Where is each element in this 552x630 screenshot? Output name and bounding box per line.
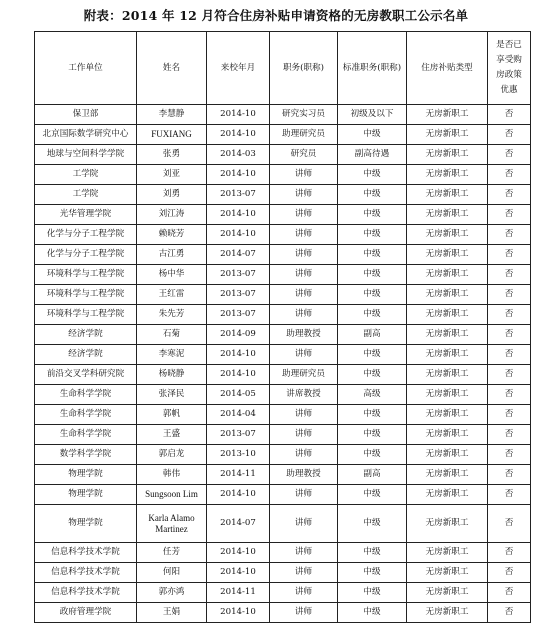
cell-date: 2014-10 xyxy=(207,543,270,563)
cell-standard: 副高待遇 xyxy=(338,145,407,165)
cell-date: 2014-10 xyxy=(207,165,270,185)
cell-name: Sungsoon Lim xyxy=(137,485,207,505)
table-row xyxy=(35,405,531,425)
cell-position: 讲师 xyxy=(270,165,338,185)
cell-name: 张泽民 xyxy=(137,385,207,405)
cell-unit: 环境科学与工程学院 xyxy=(35,285,137,305)
cell-type: 无房新职工 xyxy=(407,603,488,623)
cell-type: 无房新职工 xyxy=(407,185,488,205)
cell-position: 研究实习员 xyxy=(270,105,338,125)
cell-date: 2014-10 xyxy=(207,205,270,225)
cell-standard: 中级 xyxy=(338,505,407,543)
table-row xyxy=(35,305,531,325)
cell-unit: 地球与空间科学学院 xyxy=(35,145,137,165)
cell-position: 助理教授 xyxy=(270,325,338,345)
cell-name: FUXIANG xyxy=(137,125,207,145)
table-row xyxy=(35,465,531,485)
cell-benefit: 否 xyxy=(488,205,531,225)
cell-position: 讲师 xyxy=(270,543,338,563)
cell-benefit: 否 xyxy=(488,583,531,603)
cell-position: 讲师 xyxy=(270,205,338,225)
cell-standard: 中级 xyxy=(338,345,407,365)
cell-type: 无房新职工 xyxy=(407,265,488,285)
cell-benefit: 否 xyxy=(488,485,531,505)
cell-unit: 环境科学与工程学院 xyxy=(35,305,137,325)
cell-benefit: 否 xyxy=(488,125,531,145)
table-row xyxy=(35,325,531,345)
table-row xyxy=(35,345,531,365)
cell-benefit: 否 xyxy=(488,445,531,465)
cell-unit: 政府管理学院 xyxy=(35,603,137,623)
cell-name: 刘亚 xyxy=(137,165,207,185)
cell-date: 2014-11 xyxy=(207,465,270,485)
cell-name: 刘勇 xyxy=(137,185,207,205)
cell-unit: 北京国际数学研究中心 xyxy=(35,125,137,145)
cell-unit: 保卫部 xyxy=(35,105,137,125)
col-header-benefit-line: 是否已 xyxy=(496,40,522,50)
cell-name: 郭帆 xyxy=(137,405,207,425)
cell-benefit: 否 xyxy=(488,185,531,205)
cell-unit: 信息科学技术学院 xyxy=(35,543,137,563)
cell-type: 无房新职工 xyxy=(407,285,488,305)
cell-standard: 中级 xyxy=(338,285,407,305)
col-header-date: 来校年月 xyxy=(207,32,270,105)
cell-date: 2013-07 xyxy=(207,185,270,205)
cell-date: 2013-07 xyxy=(207,305,270,325)
cell-benefit: 否 xyxy=(488,345,531,365)
cell-name: 张勇 xyxy=(137,145,207,165)
cell-type: 无房新职工 xyxy=(407,425,488,445)
cell-date: 2014-05 xyxy=(207,385,270,405)
cell-benefit: 否 xyxy=(488,245,531,265)
cell-unit: 环境科学与工程学院 xyxy=(35,265,137,285)
table-row xyxy=(35,105,531,125)
cell-type: 无房新职工 xyxy=(407,145,488,165)
table-row xyxy=(35,563,531,583)
cell-position: 讲师 xyxy=(270,485,338,505)
cell-date: 2014-10 xyxy=(207,125,270,145)
cell-date: 2014-10 xyxy=(207,345,270,365)
cell-name: 王盛 xyxy=(137,425,207,445)
cell-benefit: 否 xyxy=(488,305,531,325)
cell-benefit: 否 xyxy=(488,165,531,185)
cell-position: 讲师 xyxy=(270,305,338,325)
cell-date: 2014-10 xyxy=(207,603,270,623)
cell-date: 2013-07 xyxy=(207,265,270,285)
cell-type: 无房新职工 xyxy=(407,405,488,425)
cell-name: 朱先芳 xyxy=(137,305,207,325)
cell-standard: 中级 xyxy=(338,245,407,265)
col-header-standard: 标准职务(职称) xyxy=(338,32,407,105)
cell-name: 何阳 xyxy=(137,563,207,583)
cell-unit: 化学与分子工程学院 xyxy=(35,245,137,265)
roster-table xyxy=(34,31,531,623)
col-header-benefit-line: 享受购 xyxy=(496,55,522,65)
cell-type: 无房新职工 xyxy=(407,105,488,125)
cell-position: 助理研究员 xyxy=(270,125,338,145)
cell-date: 2014-07 xyxy=(207,505,270,543)
cell-standard: 初级及以下 xyxy=(338,105,407,125)
cell-position: 助理研究员 xyxy=(270,365,338,385)
cell-unit: 前沿交叉学科研究院 xyxy=(35,365,137,385)
col-header-unit: 工作单位 xyxy=(35,32,137,105)
cell-benefit: 否 xyxy=(488,603,531,623)
cell-date: 2014-09 xyxy=(207,325,270,345)
cell-unit: 物理学院 xyxy=(35,485,137,505)
cell-benefit: 否 xyxy=(488,265,531,285)
col-header-benefit-line: 房政策 xyxy=(496,70,522,80)
cell-date: 2014-04 xyxy=(207,405,270,425)
cell-date: 2013-07 xyxy=(207,285,270,305)
cell-position: 讲师 xyxy=(270,445,338,465)
cell-benefit: 否 xyxy=(488,465,531,485)
cell-standard: 中级 xyxy=(338,305,407,325)
cell-name: 郭亦鸿 xyxy=(137,583,207,603)
cell-benefit: 否 xyxy=(488,365,531,385)
cell-standard: 中级 xyxy=(338,265,407,285)
table-row xyxy=(35,543,531,563)
cell-standard: 中级 xyxy=(338,125,407,145)
table-row xyxy=(35,445,531,465)
cell-unit: 生命科学学院 xyxy=(35,385,137,405)
cell-standard: 高级 xyxy=(338,385,407,405)
cell-standard: 中级 xyxy=(338,445,407,465)
cell-type: 无房新职工 xyxy=(407,563,488,583)
cell-position: 讲师 xyxy=(270,265,338,285)
cell-standard: 中级 xyxy=(338,583,407,603)
table-row xyxy=(35,505,531,543)
cell-benefit: 否 xyxy=(488,225,531,245)
cell-position: 讲师 xyxy=(270,563,338,583)
cell-type: 无房新职工 xyxy=(407,543,488,563)
cell-unit: 物理学院 xyxy=(35,505,137,543)
cell-benefit: 否 xyxy=(488,325,531,345)
cell-date: 2014-10 xyxy=(207,105,270,125)
cell-standard: 副高 xyxy=(338,465,407,485)
cell-position: 讲师 xyxy=(270,405,338,425)
col-header-name: 姓名 xyxy=(137,32,207,105)
cell-name: 任芳 xyxy=(137,543,207,563)
cell-position: 讲师 xyxy=(270,583,338,603)
cell-standard: 中级 xyxy=(338,165,407,185)
cell-standard: 中级 xyxy=(338,205,407,225)
table-row xyxy=(35,185,531,205)
cell-type: 无房新职工 xyxy=(407,225,488,245)
cell-position: 讲师 xyxy=(270,345,338,365)
cell-standard: 中级 xyxy=(338,425,407,445)
cell-benefit: 否 xyxy=(488,543,531,563)
cell-date: 2014-10 xyxy=(207,225,270,245)
cell-position: 研究员 xyxy=(270,145,338,165)
table-row xyxy=(35,365,531,385)
table-row xyxy=(35,285,531,305)
cell-standard: 中级 xyxy=(338,225,407,245)
col-header-type: 住房补贴类型 xyxy=(407,32,488,105)
table-row xyxy=(35,145,531,165)
cell-standard: 中级 xyxy=(338,603,407,623)
cell-benefit: 否 xyxy=(488,505,531,543)
cell-name: 李寒泥 xyxy=(137,345,207,365)
cell-unit: 信息科学技术学院 xyxy=(35,583,137,603)
cell-standard: 中级 xyxy=(338,543,407,563)
cell-position: 讲师 xyxy=(270,225,338,245)
cell-position: 讲师 xyxy=(270,603,338,623)
cell-position: 讲师 xyxy=(270,425,338,445)
cell-name: 韩伟 xyxy=(137,465,207,485)
cell-standard: 中级 xyxy=(338,365,407,385)
cell-type: 无房新职工 xyxy=(407,165,488,185)
header-row xyxy=(35,32,531,105)
cell-type: 无房新职工 xyxy=(407,365,488,385)
cell-unit: 光华管理学院 xyxy=(35,205,137,225)
cell-unit: 数学科学学院 xyxy=(35,445,137,465)
cell-unit: 工学院 xyxy=(35,185,137,205)
cell-unit: 经济学院 xyxy=(35,325,137,345)
cell-unit: 生命科学学院 xyxy=(35,405,137,425)
cell-name: Karla Alamo Martinez xyxy=(137,505,207,543)
cell-position: 讲师 xyxy=(270,245,338,265)
cell-unit: 经济学院 xyxy=(35,345,137,365)
cell-date: 2014-10 xyxy=(207,365,270,385)
table-row xyxy=(35,125,531,145)
cell-benefit: 否 xyxy=(488,145,531,165)
cell-benefit: 否 xyxy=(488,405,531,425)
cell-name: 杨中华 xyxy=(137,265,207,285)
cell-name: 刘江涛 xyxy=(137,205,207,225)
table-row xyxy=(35,485,531,505)
cell-standard: 中级 xyxy=(338,485,407,505)
cell-name: 古江勇 xyxy=(137,245,207,265)
cell-type: 无房新职工 xyxy=(407,583,488,603)
cell-position: 助理教授 xyxy=(270,465,338,485)
cell-date: 2014-07 xyxy=(207,245,270,265)
cell-type: 无房新职工 xyxy=(407,385,488,405)
cell-name: 赖晓芳 xyxy=(137,225,207,245)
cell-name: 李慧静 xyxy=(137,105,207,125)
cell-date: 2014-03 xyxy=(207,145,270,165)
cell-date: 2013-07 xyxy=(207,425,270,445)
table-row xyxy=(35,205,531,225)
cell-standard: 中级 xyxy=(338,185,407,205)
table-row xyxy=(35,265,531,285)
cell-type: 无房新职工 xyxy=(407,485,488,505)
cell-unit: 物理学院 xyxy=(35,465,137,485)
cell-benefit: 否 xyxy=(488,105,531,125)
col-header-benefit xyxy=(488,32,531,105)
col-header-benefit-line: 优惠 xyxy=(500,85,518,95)
cell-type: 无房新职工 xyxy=(407,305,488,325)
col-header-position: 职务(职称) xyxy=(270,32,338,105)
cell-benefit: 否 xyxy=(488,285,531,305)
cell-date: 2014-11 xyxy=(207,583,270,603)
table-row xyxy=(35,603,531,623)
cell-name: 王红雷 xyxy=(137,285,207,305)
cell-position: 讲师 xyxy=(270,285,338,305)
cell-unit: 生命科学学院 xyxy=(35,425,137,445)
cell-standard: 中级 xyxy=(338,405,407,425)
cell-type: 无房新职工 xyxy=(407,505,488,543)
cell-position: 讲师 xyxy=(270,185,338,205)
cell-unit: 工学院 xyxy=(35,165,137,185)
table-row xyxy=(35,165,531,185)
cell-standard: 中级 xyxy=(338,563,407,583)
cell-type: 无房新职工 xyxy=(407,465,488,485)
cell-type: 无房新职工 xyxy=(407,345,488,365)
cell-unit: 化学与分子工程学院 xyxy=(35,225,137,245)
cell-name: 郭启龙 xyxy=(137,445,207,465)
cell-position: 讲席教授 xyxy=(270,385,338,405)
table-row xyxy=(35,225,531,245)
cell-type: 无房新职工 xyxy=(407,125,488,145)
document-title: 附表：2014 年 12 月符合住房补贴申请资格的无房教职工公示名单 xyxy=(83,8,469,23)
cell-type: 无房新职工 xyxy=(407,205,488,225)
cell-date: 2013-10 xyxy=(207,445,270,465)
cell-unit: 信息科学技术学院 xyxy=(35,563,137,583)
cell-date: 2014-10 xyxy=(207,563,270,583)
cell-name: 杨晓静 xyxy=(137,365,207,385)
cell-type: 无房新职工 xyxy=(407,445,488,465)
roster-body xyxy=(35,105,531,623)
table-row xyxy=(35,425,531,445)
cell-benefit: 否 xyxy=(488,425,531,445)
cell-name: 石菊 xyxy=(137,325,207,345)
table-row xyxy=(35,385,531,405)
cell-position: 讲师 xyxy=(270,505,338,543)
cell-standard: 副高 xyxy=(338,325,407,345)
cell-benefit: 否 xyxy=(488,385,531,405)
cell-date: 2014-10 xyxy=(207,485,270,505)
cell-benefit: 否 xyxy=(488,563,531,583)
table-row xyxy=(35,245,531,265)
cell-name: 王娟 xyxy=(137,603,207,623)
cell-type: 无房新职工 xyxy=(407,245,488,265)
table-row xyxy=(35,583,531,603)
cell-type: 无房新职工 xyxy=(407,325,488,345)
